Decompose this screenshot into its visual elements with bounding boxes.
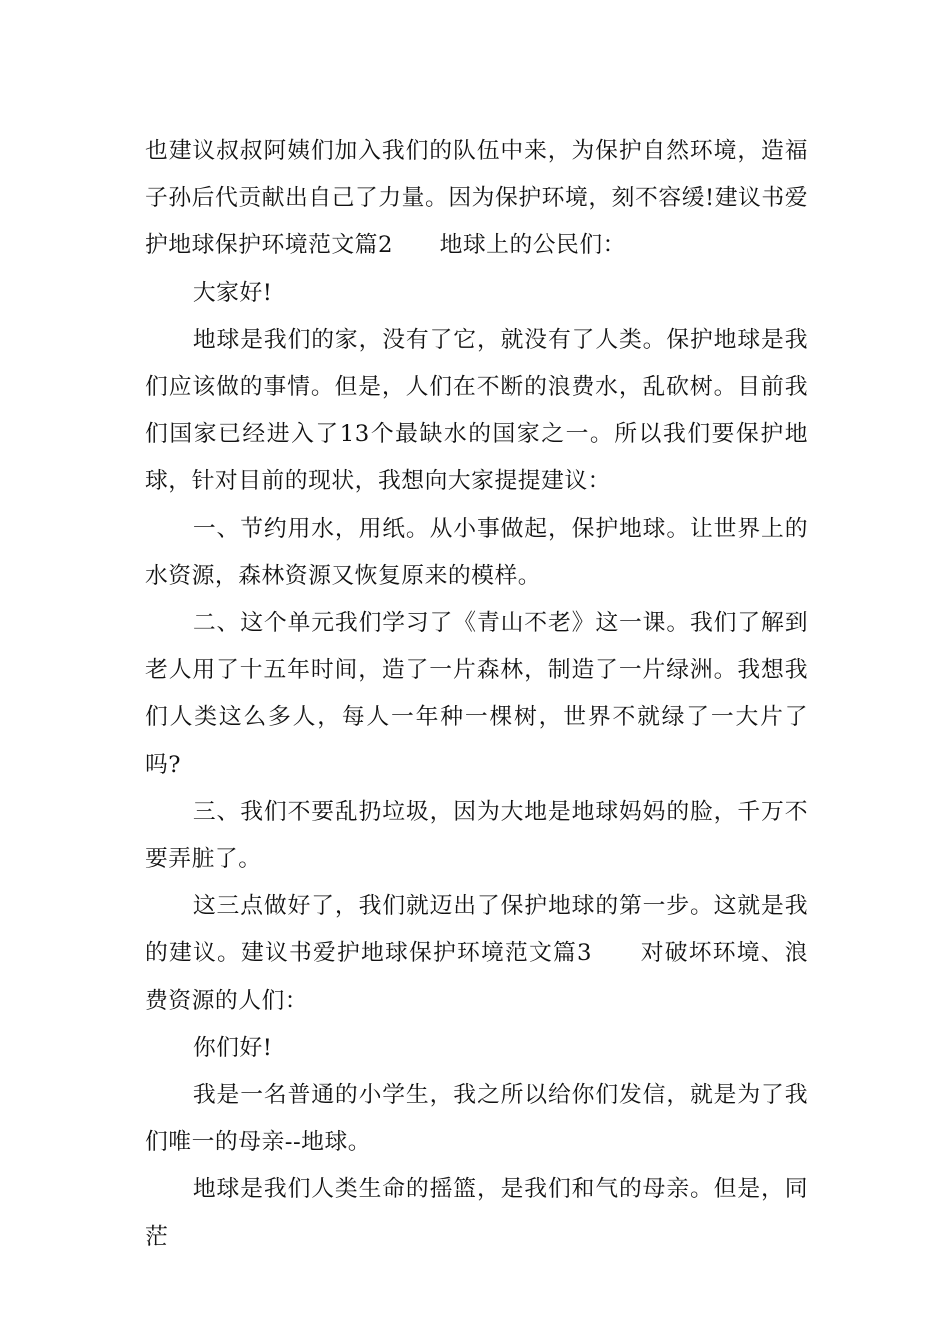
paragraph-body: 地球是我们人类生命的摇篮，是我们和气的母亲。但是，同茫: [145, 1176, 808, 1250]
paragraph-body: 地球是我们的家，没有了它，就没有了人类。保护地球是我们应该做的事情。但是，人们在不断的浪费水，乱砍树。目前我们国家已经进入了13个最缺水的国家之一。所以我们要保护地球，针对目前的现状，我想向大家提提建议：: [145, 326, 808, 495]
paragraph-conclusion: 这三点做好了，我们就迈出了保护地球的第一步。这就是我的建议。建议书爱护地球保护环境范文篇3 对破坏环境、浪费资源的人们：: [145, 893, 808, 1014]
paragraph-continuation: 也建议叔叔阿姨们加入我们的队伍中来，为保护自然环境，造福子孙后代贡献出自己了力量。因为保护环境，刻不容缓!建议书爱护地球保护环境范文篇2 地球上的公民们：: [145, 138, 808, 259]
paragraph-greeting: 大家好!: [192, 279, 273, 306]
paragraph-body: 我是一名普通的小学生，我之所以给你们发信，就是为了我们唯一的母亲--地球。: [145, 1082, 808, 1156]
paragraph-greeting: 你们好!: [192, 1034, 273, 1061]
paragraph-point-three: 三、我们不要乱扔垃圾，因为大地是地球妈妈的脸，千万不要弄脏了。: [145, 798, 808, 873]
document-page: [145, 128, 808, 1261]
paragraph-point-one: 一、节约用水，用纸。从小事做起，保护地球。让世界上的水资源，森林资源又恢复原来的模样。: [145, 515, 808, 589]
paragraph-point-two: 二、这个单元我们学习了《青山不老》这一课。我们了解到老人用了十五年时间，造了一片森林，制造了一片绿洲。我想我们人类这么多人，每人一年种一棵树，世界不就绿了一大片了吗?: [145, 610, 808, 778]
